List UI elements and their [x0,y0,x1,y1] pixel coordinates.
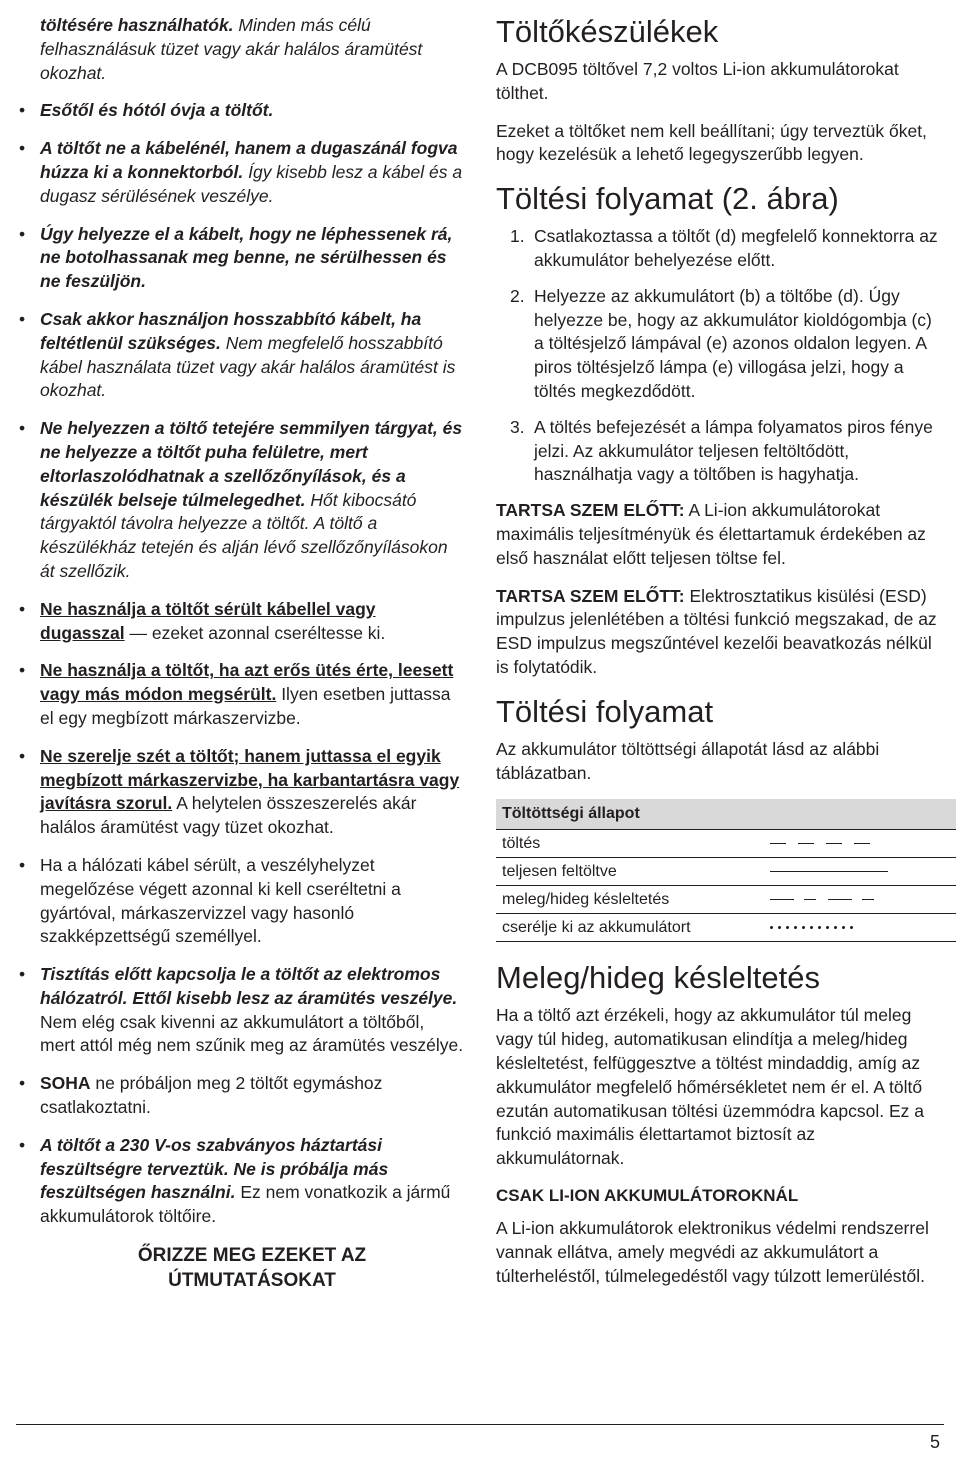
safety-bullet-voltage: • A töltőt a 230 V-os szabványos háztartási feszültségre terveztük. Ne is próbálja más feszültségen használni. Ez nem vonatkozik a jármű akkumulátorok töltőire. [16,1134,464,1229]
footer-divider [16,1424,944,1425]
safety-bullet-rain: • Esőtől és hótól óvja a töltőt. [16,99,464,123]
hot-cold-delay-paragraph: Ha a töltő azt érzékeli, hogy az akkumulátor túl meleg vagy túl hideg, automatikusan elindítja a meleg/hideg késleltetést, felfüggesztve a töltést mindaddig, amíg az akkumulátor megfelelő hőmérsékletet nem ér el. A töltő ezután automatikusan töltési üzemmódra kapcsol. Ez a funkció maximális élettartamot biztosít az akkumulátornak. [496,1005,924,1169]
indicator-pattern-full [770,867,890,877]
safety-bullet-power-cord: • Ha a hálózati kábel sérült, a veszélyhelyzet megelőzése végett azonnal ki kell cseréltetni a gyártóval, márkaszervizzel vagy hasonló szakképzettségű személlyel. [16,854,464,949]
safety-bullet-cleaning: • Tisztítás előtt kapcsolja le a töltőt az elektromos hálózatról. Ettől kisebb lesz az áramütés veszélye. Nem elég csak kivenni az akkumulátort a töltőből, mert attól még nem szűnik meg az áramütés veszélye. [16,963,464,1058]
table-row: cserélje ki az akkumulátort [496,914,956,942]
safety-bullet-ventilation: • Ne helyezzen a töltő tetejére semmilyen tárgyat, és ne helyezze a töltőt puha felületre, mert eltorlaszolódhatnak a szellőzőnyílások, és a készülék belseje túlmelegedhet. Hőt kibocsátó tárgyaktól távolra helyezze a töltőt. A töltő a készülékház tetején és alján lévő szellőzőnyílásokon át szellőzik. [16,417,464,584]
indicator-pattern-charging [770,839,890,849]
note-esd: TARTSA SZEM ELŐTT: Elektrosztatikus kisülési (ESD) impulzus jelenlétében a töltési funkció megszakad, de az ESD impulzus megszűntével kezelői beavatkozás nélkül is folytatódik. [496,585,937,677]
table-row: meleg/hideg késleltetés [496,886,956,914]
heading-li-ion-only: CSAK LI-ION AKKUMULÁTOROKNÁL [496,1185,799,1205]
chargers-paragraph-1: A DCB095 töltővel 7,2 voltos Li-ion akkumulátorokat tölthet. [496,59,899,103]
safety-bullet-extension-cable: • Csak akkor használjon hosszabbító kábelt, ha feltétlenül szükséges. Nem megfelelő hosszabbító kábel használata tüzet vagy akár halálos áramütést is okozhat. [16,308,464,403]
charge-status-table-header: Töltöttségi állapot [496,799,956,830]
charging-step: 1. Csatlakoztassa a töltőt (d) megfelelő konnektorra az akkumulátor behelyezése előtt. [510,226,938,270]
safety-bullet-damaged-cable: • Ne használja a töltőt sérült kábellel vagy dugasszal — ezeket azonnal cseréltesse ki. [16,598,464,646]
page-number: 5 [929,1432,940,1452]
safety-bullet-cable-placement: • Úgy helyezze el a kábelt, hogy ne léphessenek rá, ne botolhassanak meg benne, ne sérülhessen és ne feszüljön. [16,223,464,294]
continued-text: töltésére használhatók. Minden más célú felhasználásuk tüzet vagy akár halálos áramütést okozhat. [40,15,423,83]
right-column [496,14,946,1302]
heading-chargers: Töltőkészülékek [496,14,719,49]
heading-charging-procedure: Töltési folyamat (2. ábra) [496,181,839,217]
charge-status-table [496,799,956,942]
charging-step: 2. Helyezze az akkumulátort (b) a töltőbe (d). Úgy helyezze be, hogy az akkumulátor kioldógombja (c) a töltésjelző lámpával (e) azonos oldalon legyen. A piros töltésjelző lámpa (e) villogása jelzi, hogy a töltés megkezdődött. [510,285,932,401]
li-ion-paragraph: A Li-ion akkumulátorok elektronikus védelmi rendszerrel vannak ellátva, amely megvédi az akkumulátort a túlterheléstől, túlmelegedéstől vagy túlzott lemerüléstől. [496,1217,929,1286]
charging-steps [496,225,946,487]
charging-step: 3. A töltés befejezését a lámpa folyamatos piros fénye jelzi. Az akkumulátor teljesen feltöltődött, használhatja vagy a töltőben is hagyhatja. [510,416,933,485]
heading-charging-process: Töltési folyamat [496,693,714,729]
table-row: teljesen feltöltve [496,858,956,886]
save-instructions-heading: ŐRIZZE MEG EZEKET AZ ÚTMUTATÁSOKAT [137,1245,367,1292]
heading-hot-cold-delay: Meleg/hideg késleltetés [496,960,820,996]
charging-process-paragraph: Az akkumulátor töltöttségi állapotát lásd az alábbi táblázatban. [496,738,880,783]
safety-bullet-unplug: • A töltőt ne a kábelénél, hanem a dugaszánál fogva húzza ki a konnektorból. Így kisebb lesz a kábel és a dugasz sérülésének veszélye. [16,137,464,208]
table-row: töltés [496,830,956,858]
safety-bullet-dropped: • Ne használja a töltőt, ha azt erős ütés érte, leesett vagy más módon megsérült. Ilyen esetben juttassa el egy megbízott márkaszervizbe. [16,659,464,730]
safety-bullet-never-connect: • SOHA ne próbáljon meg 2 töltőt egymáshoz csatlakoztatni. [16,1072,464,1120]
safety-bullet-disassembly: • Ne szerelje szét a töltőt; hanem juttassa el egyik megbízott márkaszervizbe, ha karbantartásra vagy javításra szorul. A helytelen összeszerelés akár halálos áramütést vagy tüzet okozhat. [16,745,464,840]
left-column [16,14,464,1293]
indicator-pattern-replace-pack [770,923,890,933]
note-full-charge: TARTSA SZEM ELŐTT: A Li-ion akkumulátorokat maximális teljesítményük és élettartamuk érdekében az első használat előtt teljesen töltse fel. [496,500,926,568]
chargers-paragraph-2: Ezeket a töltőket nem kell beállítani; úgy terveztük őket, hogy kezelésük a lehető legegyszerűbb legyen. [496,120,927,165]
indicator-pattern-hot-cold-delay [770,895,890,905]
